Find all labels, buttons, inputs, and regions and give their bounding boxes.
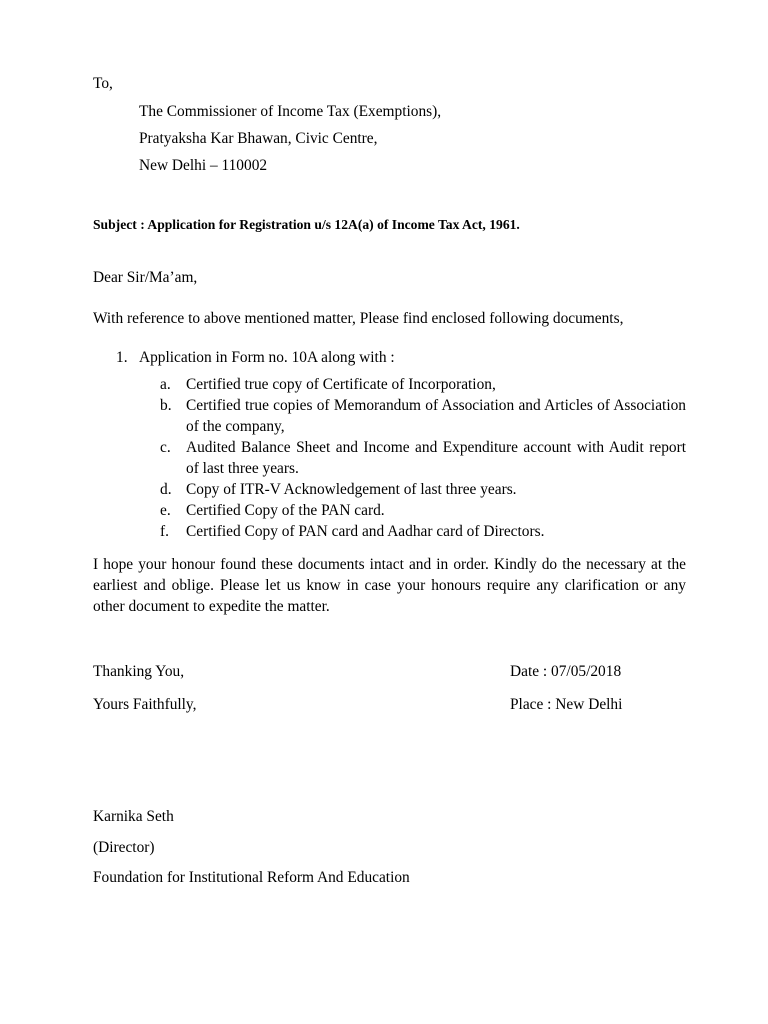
sub-item-text: Certified Copy of the PAN card.	[186, 502, 385, 519]
recipient-line-1: The Commissioner of Income Tax (Exemptions),	[139, 103, 442, 120]
sub-item-d	[160, 479, 686, 500]
sub-item-c	[160, 437, 686, 479]
letter-place: Place : New Delhi	[510, 696, 623, 713]
main-item-number: 1.	[116, 349, 128, 366]
sub-item-text: Copy of ITR-V Acknowledgement of last three years.	[186, 481, 517, 498]
greeting: Dear Sir/Ma’am,	[93, 269, 198, 286]
sub-item-text: Audited Balance Sheet and Income and Expenditure account with Audit report of last three years.	[186, 439, 686, 477]
yours-faithfully: Yours Faithfully,	[93, 696, 197, 713]
recipient-line-3: New Delhi – 110002	[139, 157, 268, 174]
subject-line: Subject : Application for Registration u/s 12A(a) of Income Tax Act, 1961.	[93, 217, 520, 232]
sub-item-b	[160, 395, 686, 437]
recipient-line-2: Pratyaksha Kar Bhawan, Civic Centre,	[139, 130, 378, 147]
sub-item-marker: f.	[160, 523, 169, 540]
letter-date: Date : 07/05/2018	[510, 663, 622, 680]
intro-text: With reference to above mentioned matter, Please find enclosed following documents,	[93, 310, 624, 327]
sub-item-e	[160, 500, 686, 521]
signatory-name: Karnika Seth	[93, 808, 174, 825]
closing-paragraph: I hope your honour found these documents intact and in order. Kindly do the necessary at the earliest and oblige. Please let us know in case your honours require any clarification or any other document to expedite the matter.	[93, 556, 686, 615]
sub-item-marker: a.	[160, 376, 171, 393]
sub-item-a	[160, 374, 686, 395]
sub-item-text: Certified Copy of PAN card and Aadhar card of Directors.	[186, 523, 545, 540]
signatory-designation: (Director)	[93, 839, 155, 856]
thanking-text: Thanking You,	[93, 663, 185, 680]
sub-item-marker: d.	[160, 481, 172, 498]
main-item-text: Application in Form no. 10A along with :	[139, 349, 395, 366]
signatory-organization: Foundation for Institutional Reform And Education	[93, 869, 410, 886]
sub-item-marker: c.	[160, 439, 171, 456]
salutation-to: To,	[93, 75, 113, 92]
sub-item-text: Certified true copies of Memorandum of Association and Articles of Association of the company,	[186, 397, 686, 435]
sub-item-text: Certified true copy of Certificate of Incorporation,	[186, 376, 496, 393]
sub-item-f	[160, 521, 686, 542]
sub-item-marker: b.	[160, 397, 172, 414]
sub-item-marker: e.	[160, 502, 171, 519]
